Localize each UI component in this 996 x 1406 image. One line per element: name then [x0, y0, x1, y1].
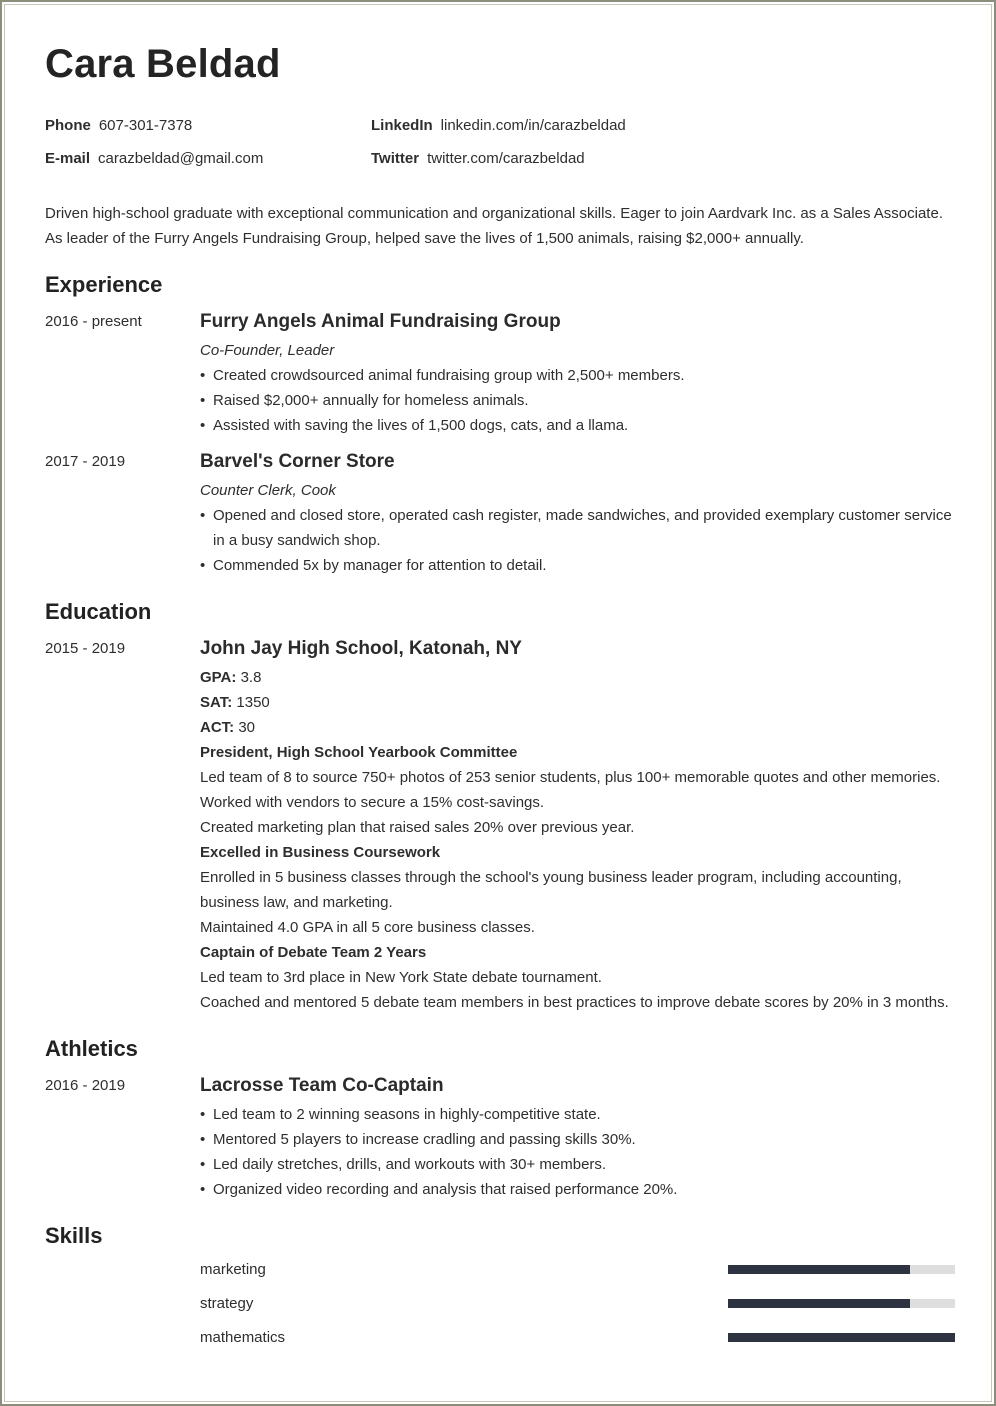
skills-heading: Skills: [45, 1223, 103, 1248]
coursework-heading: Excelled in Business Coursework: [200, 844, 441, 861]
experience-1-dates: 2016 - present: [45, 313, 142, 330]
experience-1-bullets: [200, 363, 955, 438]
gpa-label: GPA:: [200, 669, 237, 686]
phone-contact: [45, 117, 192, 134]
education-line: Worked with vendors to secure a 15% cost-savings.: [200, 794, 545, 811]
experience-2-org: Barvel's Corner Store: [200, 451, 395, 472]
debate-heading: Captain of Debate Team 2 Years: [200, 944, 427, 961]
skill-name: marketing: [200, 1261, 266, 1278]
athletics-dates: 2016 - 2019: [45, 1077, 126, 1094]
experience-2-role: Counter Clerk, Cook: [200, 482, 336, 499]
candidate-name: Cara Beldad: [45, 42, 281, 86]
skill-bar: [728, 1333, 955, 1342]
skill-bar-fill: [728, 1299, 910, 1308]
education-details: [200, 665, 955, 1015]
email-label: E-mail: [45, 150, 91, 167]
bullet-item: • Organized video recording and analysis that raised performance 20%.: [200, 1177, 955, 1202]
education-line: Enrolled in 5 business classes through the school's young business leader program, including accounting, business law, and marketing.: [200, 869, 902, 911]
education-dates: 2015 - 2019: [45, 640, 126, 657]
act-label: ACT:: [200, 719, 235, 736]
phone-value: 607-301-7378: [98, 117, 193, 134]
linkedin-value[interactable]: linkedin.com/in/carazbeldad: [440, 117, 626, 134]
twitter-value[interactable]: twitter.com/carazbeldad: [427, 150, 585, 167]
education-heading: Education: [45, 599, 152, 624]
act-value: 30: [238, 719, 256, 736]
experience-2-dates: 2017 - 2019: [45, 453, 126, 470]
act-row: [200, 715, 955, 740]
sat-label: SAT:: [200, 694, 233, 711]
education-line: Led team to 3rd place in New York State debate tournament.: [200, 969, 602, 986]
bullet-item: • Mentored 5 players to increase cradling and passing skills 30%.: [200, 1127, 955, 1152]
skill-name: mathematics: [200, 1329, 286, 1346]
bullet-item: • Led daily stretches, drills, and workouts with 30+ members.: [200, 1152, 955, 1177]
gpa-row: [200, 665, 955, 690]
experience-1-org: Furry Angels Animal Fundraising Group: [200, 311, 561, 332]
education-school: John Jay High School, Katonah, NY: [200, 638, 522, 659]
twitter-contact: [371, 150, 585, 167]
linkedin-label: LinkedIn: [371, 117, 433, 134]
education-line: Maintained 4.0 GPA in all 5 core business classes.: [200, 919, 535, 936]
bullet-item: • Opened and closed store, operated cash register, made sandwiches, and provided exemplary customer service in a busy sandwich shop.: [200, 503, 955, 553]
bullet-item: • Created crowdsourced animal fundraising group with 2,500+ members.: [200, 363, 955, 388]
experience-heading: Experience: [45, 272, 163, 297]
athletics-heading: Athletics: [45, 1036, 138, 1061]
twitter-label: Twitter: [371, 150, 420, 167]
bullet-item: • Assisted with saving the lives of 1,500 dogs, cats, and a llama.: [200, 413, 955, 438]
education-line: Created marketing plan that raised sales 20% over previous year.: [200, 819, 635, 836]
athletics-position: Lacrosse Team Co-Captain: [200, 1075, 444, 1096]
phone-label: Phone: [45, 117, 91, 134]
yearbook-heading: President, High School Yearbook Committee: [200, 744, 518, 761]
athletics-bullets: [200, 1102, 955, 1202]
gpa-value: 3.8: [240, 669, 262, 686]
bullet-item: • Led team to 2 winning seasons in highly-competitive state.: [200, 1102, 955, 1127]
experience-1-role: Co-Founder, Leader: [200, 342, 335, 359]
sat-value: 1350: [236, 694, 270, 711]
skill-bar: [728, 1299, 955, 1308]
sat-row: [200, 690, 955, 715]
linkedin-contact: [371, 117, 626, 134]
experience-2-bullets: [200, 503, 955, 578]
email-contact: [45, 150, 263, 167]
email-value[interactable]: carazbeldad@gmail.com: [98, 150, 264, 167]
skill-bar-fill: [728, 1333, 955, 1342]
skill-bar-fill: [728, 1265, 910, 1274]
education-line: Coached and mentored 5 debate team members in best practices to improve debate scores by 20% in 3 months.: [200, 994, 949, 1011]
skill-name: strategy: [200, 1295, 254, 1312]
summary: Driven high-school graduate with exceptional communication and organizational skills. Eager to join Aardvark Inc. as a Sales Associate. As leader of the Furry Angels Fundraising Group, helped save the lives of 1,500 animals, raising $2,000+ annually.: [45, 205, 943, 247]
skill-bar: [728, 1265, 955, 1274]
education-line: Led team of 8 to source 750+ photos of 253 senior students, plus 100+ memorable quotes and other memories.: [200, 769, 941, 786]
bullet-item: • Raised $2,000+ annually for homeless animals.: [200, 388, 955, 413]
bullet-item: • Commended 5x by manager for attention to detail.: [200, 553, 955, 578]
